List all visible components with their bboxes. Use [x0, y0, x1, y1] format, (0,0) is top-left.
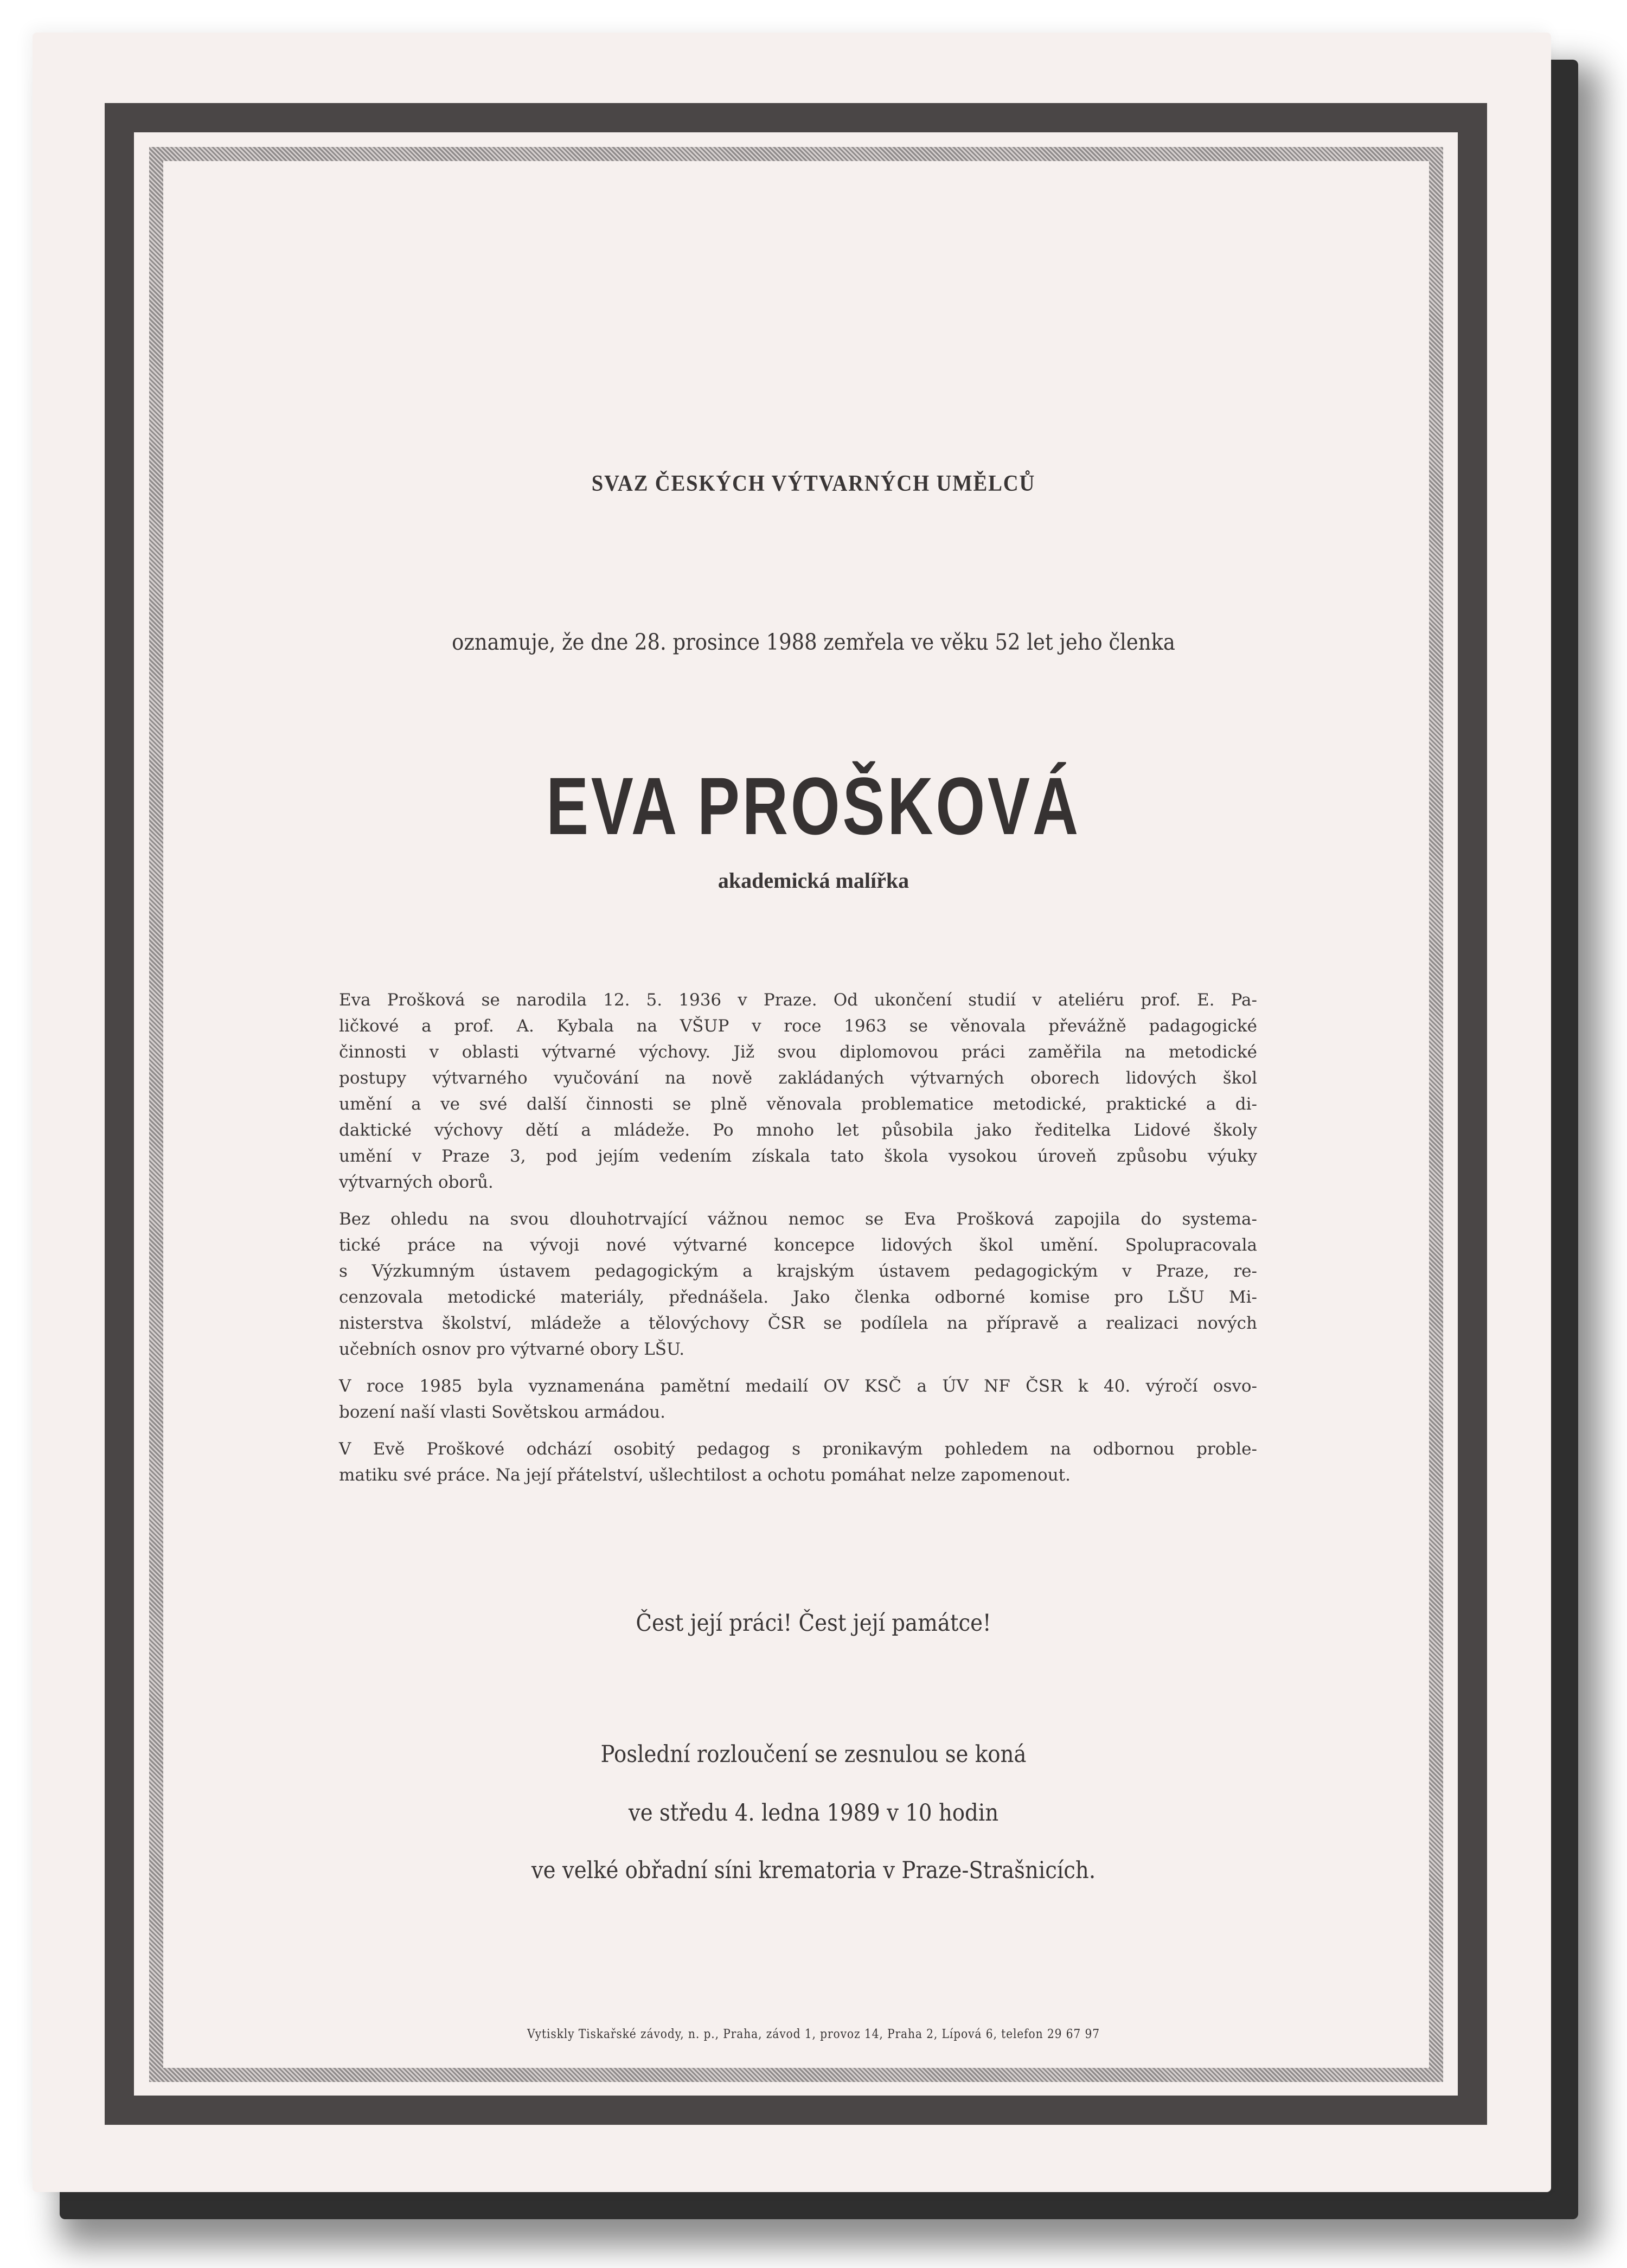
text-line: tické práce na vývoji nové výtvarné koncepce lidových škol umění. Spolupracovala: [339, 1235, 1257, 1255]
printer-imprint: Vytiskly Tiskařské závody, n. p., Praha, závod 1, provoz 14, Praha 2, Lípová 6, telefon 29 67 97: [527, 2027, 1100, 2041]
text-line: učebních osnov pro výtvarné obory LŠU.: [339, 1340, 685, 1359]
text-line: ličkové a prof. A. Kybala na VŠUP v roce 1963 se věnovala převážně padagogické: [339, 1016, 1257, 1036]
text-line: nisterstva školství, mládeže a tělovýchovy ČSR se podílela na přípravě a realizaci nových: [339, 1314, 1257, 1333]
text-line: V roce 1985 byla vyznamenána pamětní medailí OV KSČ a ÚV NF ČSR k 40. výročí osvo-: [339, 1376, 1257, 1396]
text-line: matiku své práce. Na její přátelství, ušlechtilost a ochotu pomáhat nelze zapomenout.: [339, 1465, 1071, 1485]
text-line: V Evě Proškové odchází osobitý pedagog s pronikavým pohledem na odbornou proble-: [339, 1439, 1257, 1459]
text-line: Bez ohledu na svou dlouhotrvající vážnou nemoc se Eva Prošková zapojila do systema-: [339, 1209, 1257, 1229]
text-line: umění a ve své další činnosti se plně věnovala problematice metodické, praktické a di-: [339, 1094, 1257, 1114]
biography-paragraph: [339, 1436, 1257, 1488]
announcement-text: oznamuje, že dne 28. prosince 1988 zemřela ve věku 52 let jeho členka: [452, 629, 1175, 655]
biography: [339, 987, 1257, 1499]
biography-paragraph: [339, 987, 1257, 1195]
biography-paragraph: [339, 1373, 1257, 1425]
farewell-line: Poslední rozloučení se zesnulou se koná: [600, 1741, 1027, 1768]
text-line: bození naší vlasti Sovětskou armádou.: [339, 1402, 665, 1422]
text-line: činnosti v oblasti výtvarné výchovy. Již svou diplomovou práci zaměřila na metodické: [339, 1042, 1257, 1062]
deceased-name: EVA PROŠKOVÁ: [546, 760, 1081, 851]
text-line: Eva Prošková se narodila 12. 5. 1936 v Praze. Od ukončení studií v ateliéru prof. E. Pa-: [339, 990, 1257, 1010]
text-line: postupy výtvarného vyučování na nově zakládaných výtvarných oborech lidových škol: [339, 1068, 1257, 1088]
text-line: s Výzkumným ústavem pedagogickým a krajským ústavem pedagogickým v Praze, re-: [339, 1261, 1257, 1281]
farewell-venue: ve velké obřadní síni krematoria v Praze-Strašnicích.: [531, 1857, 1096, 1884]
text-line: daktické výchovy dětí a mládeže. Po mnoho let působila jako ředitelka Lidové školy: [339, 1120, 1257, 1140]
text-line: výtvarných oborů.: [339, 1173, 494, 1192]
deceased-title: akademická malířka: [718, 868, 909, 893]
honor-line: Čest její práci! Čest její památce!: [636, 1610, 991, 1637]
biography-paragraph: [339, 1206, 1257, 1362]
text-line: umění v Praze 3, pod jejím vedením získala tato škola vysokou úroveň způsobu výuky: [339, 1146, 1257, 1166]
farewell-date: ve středu 4. ledna 1989 v 10 hodin: [628, 1799, 999, 1827]
organization-heading: SVAZ ČESKÝCH VÝTVARNÝCH UMĚLCŮ: [591, 471, 1036, 496]
text-line: cenzovala metodické materiály, přednášela. Jako členka odborné komise pro LŠU Mi-: [339, 1287, 1257, 1307]
